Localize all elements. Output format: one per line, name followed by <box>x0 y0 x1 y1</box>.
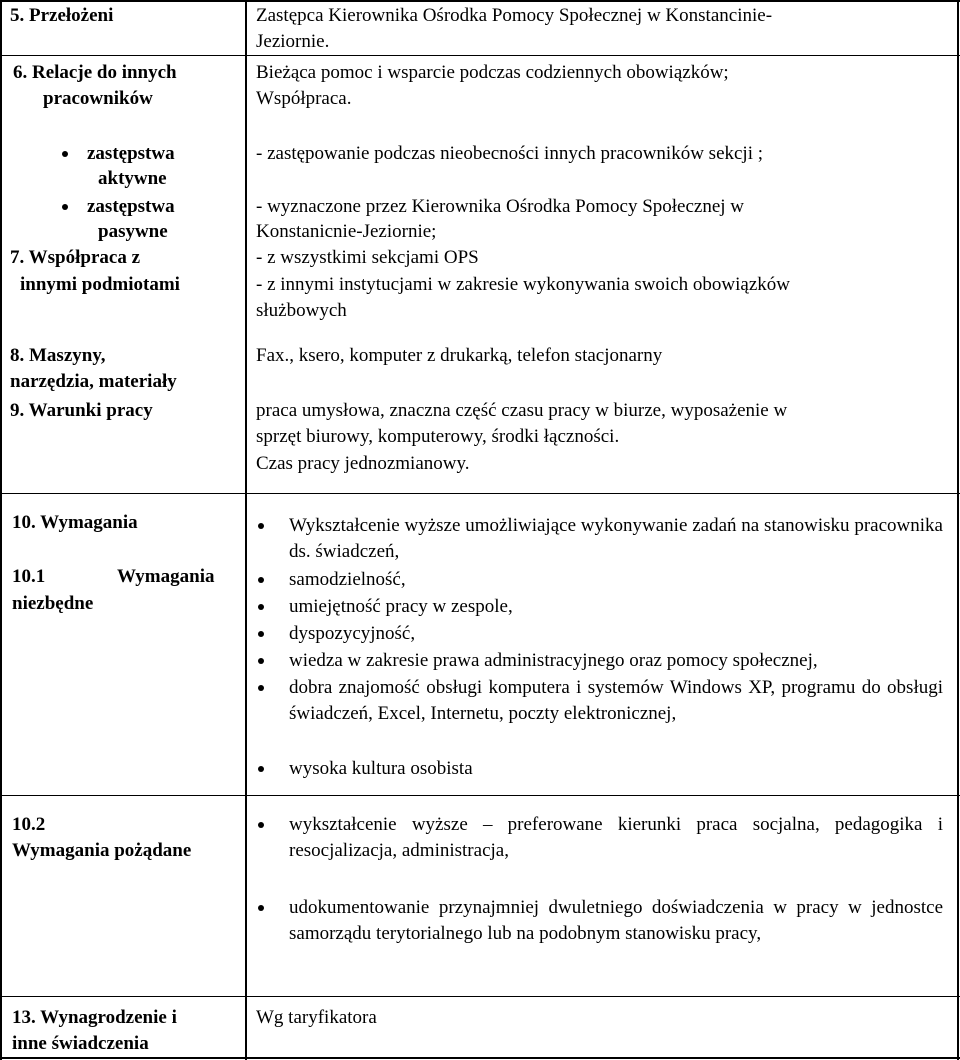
row6-sub-right-1: - zastępowanie podczas nieobecności innych pracowników sekcji ; <box>256 143 764 164</box>
bullet-icon <box>62 151 68 157</box>
req-item-1: Wykształcenie wyższe umożliwiające wykonywanie zadań na stanowisku pracownika ds. świadczeń, <box>289 515 943 562</box>
bullet-icon <box>258 631 264 637</box>
row8-label-line1: 8. Maszyny, <box>10 345 106 366</box>
bullet-icon <box>258 905 264 911</box>
req-item-5: wiedza w zakresie prawa administracyjnego oraz pomocy społecznej, <box>289 650 818 671</box>
table-border-top <box>0 0 960 2</box>
bullet-icon <box>258 604 264 610</box>
pref-item-1: wykształcenie wyższe – preferowane kierunki praca socjalna, pedagogika i resocjalizacja, administracja, <box>289 814 943 861</box>
row13-content: Wg taryfikatora <box>256 1007 377 1028</box>
row10-1-label-word: Wymagania <box>117 566 215 587</box>
bullet-icon <box>258 685 264 691</box>
row6-label-line1: 6. Relacje do innych <box>13 62 177 83</box>
bullet-icon <box>62 204 68 210</box>
row7-content-line1: - z wszystkimi sekcjami OPS <box>256 247 479 268</box>
row13-label-text: 13. Wynagrodzenie i <box>12 1007 177 1028</box>
bullet-icon <box>258 523 264 529</box>
row-divider-5 <box>0 55 960 56</box>
column-divider <box>245 0 247 1060</box>
bullet-icon <box>258 766 264 772</box>
row6-sub-right-2: - wyznaczone przez Kierownika Ośrodka Pomocy Społecznej w <box>256 196 745 217</box>
row9-label: 9. Warunki pracy <box>10 400 153 421</box>
row6-content-line2: Współpraca. <box>256 88 352 109</box>
row6-sub-right-3: Konstanicnie-Jeziornie; <box>256 221 437 242</box>
row10-1-label-line2: niezbędne <box>12 593 94 614</box>
row6-sub-active-2: aktywne <box>98 168 167 189</box>
row9-content-line2: sprzęt biurowy, komputerowy, środki łączności. <box>256 426 620 447</box>
row10-2-label-line2: Wymagania pożądane <box>12 840 192 861</box>
row7-content-line2: - z innymi instytucjami w zakresie wykonywania swoich obowiązków <box>256 274 790 295</box>
row6-sub-active-1: zastępstwa <box>87 143 175 164</box>
row7-label-line1: 7. Współpraca z <box>10 247 141 268</box>
row-divider-13 <box>0 996 960 997</box>
row10-1-label-num: 10.1 <box>12 566 46 587</box>
pref-item-2: udokumentowanie przynajmniej dwuletniego doświadczenia w pracy w jednostce samorządu terytorialnego lub na podobnym stanowisku pracy, <box>289 897 943 944</box>
row7-label-line2: innymi podmiotami <box>20 274 180 295</box>
row5-content-line1: Zastępca Kierownika Ośrodka Pomocy Społecznej w Konstancinie- <box>256 5 773 26</box>
row9-content-line1: praca umysłowa, znaczna część czasu pracy w biurze, wyposażenie w <box>256 400 788 421</box>
row6-sub-passive-1: zastępstwa <box>87 196 175 217</box>
row10-label: 10. Wymagania <box>12 512 138 533</box>
row6-content-line1: Bieżąca pomoc i wsparcie podczas codziennych obowiązków; <box>256 62 729 83</box>
row6-label-line2: pracowników <box>43 88 153 109</box>
table-border-left <box>0 0 2 1060</box>
row5-label: 5. Przełożeni <box>10 5 114 26</box>
bullet-icon <box>258 822 264 828</box>
req-item-6: dobra znajomość obsługi komputera i systemów Windows XP, programu do obsługi świadczeń, Excel, Internetu, poczty elektronicznej, <box>289 677 943 724</box>
row8-content: Fax., ksero, komputer z drukarką, telefon stacjonarny <box>256 345 663 366</box>
req-item-2: samodzielność, <box>289 569 406 590</box>
req-item-3: umiejętność pracy w zespole, <box>289 596 513 617</box>
table-border-right <box>957 0 959 1060</box>
row-divider-9 <box>0 493 960 494</box>
row8-label-line2: narzędzia, materiały <box>10 371 177 392</box>
row6-sub-passive-2: pasywne <box>98 221 168 242</box>
row13-label-line2: inne świadczenia <box>12 1033 149 1054</box>
row9-content-line3: Czas pracy jednozmianowy. <box>256 453 470 474</box>
bullet-icon <box>258 577 264 583</box>
row7-content-line3: służbowych <box>256 300 347 321</box>
row13-label-line1 <box>12 1005 234 1031</box>
table-border-bottom <box>0 1057 960 1059</box>
row5-content-line2: Jeziornie. <box>256 31 330 52</box>
bullet-icon <box>258 658 264 664</box>
req-item-4: dyspozycyjność, <box>289 623 416 644</box>
row-divider-10 <box>0 795 960 796</box>
row10-2-label-num: 10.2 <box>12 814 46 835</box>
req-item-7: wysoka kultura osobista <box>289 758 473 779</box>
